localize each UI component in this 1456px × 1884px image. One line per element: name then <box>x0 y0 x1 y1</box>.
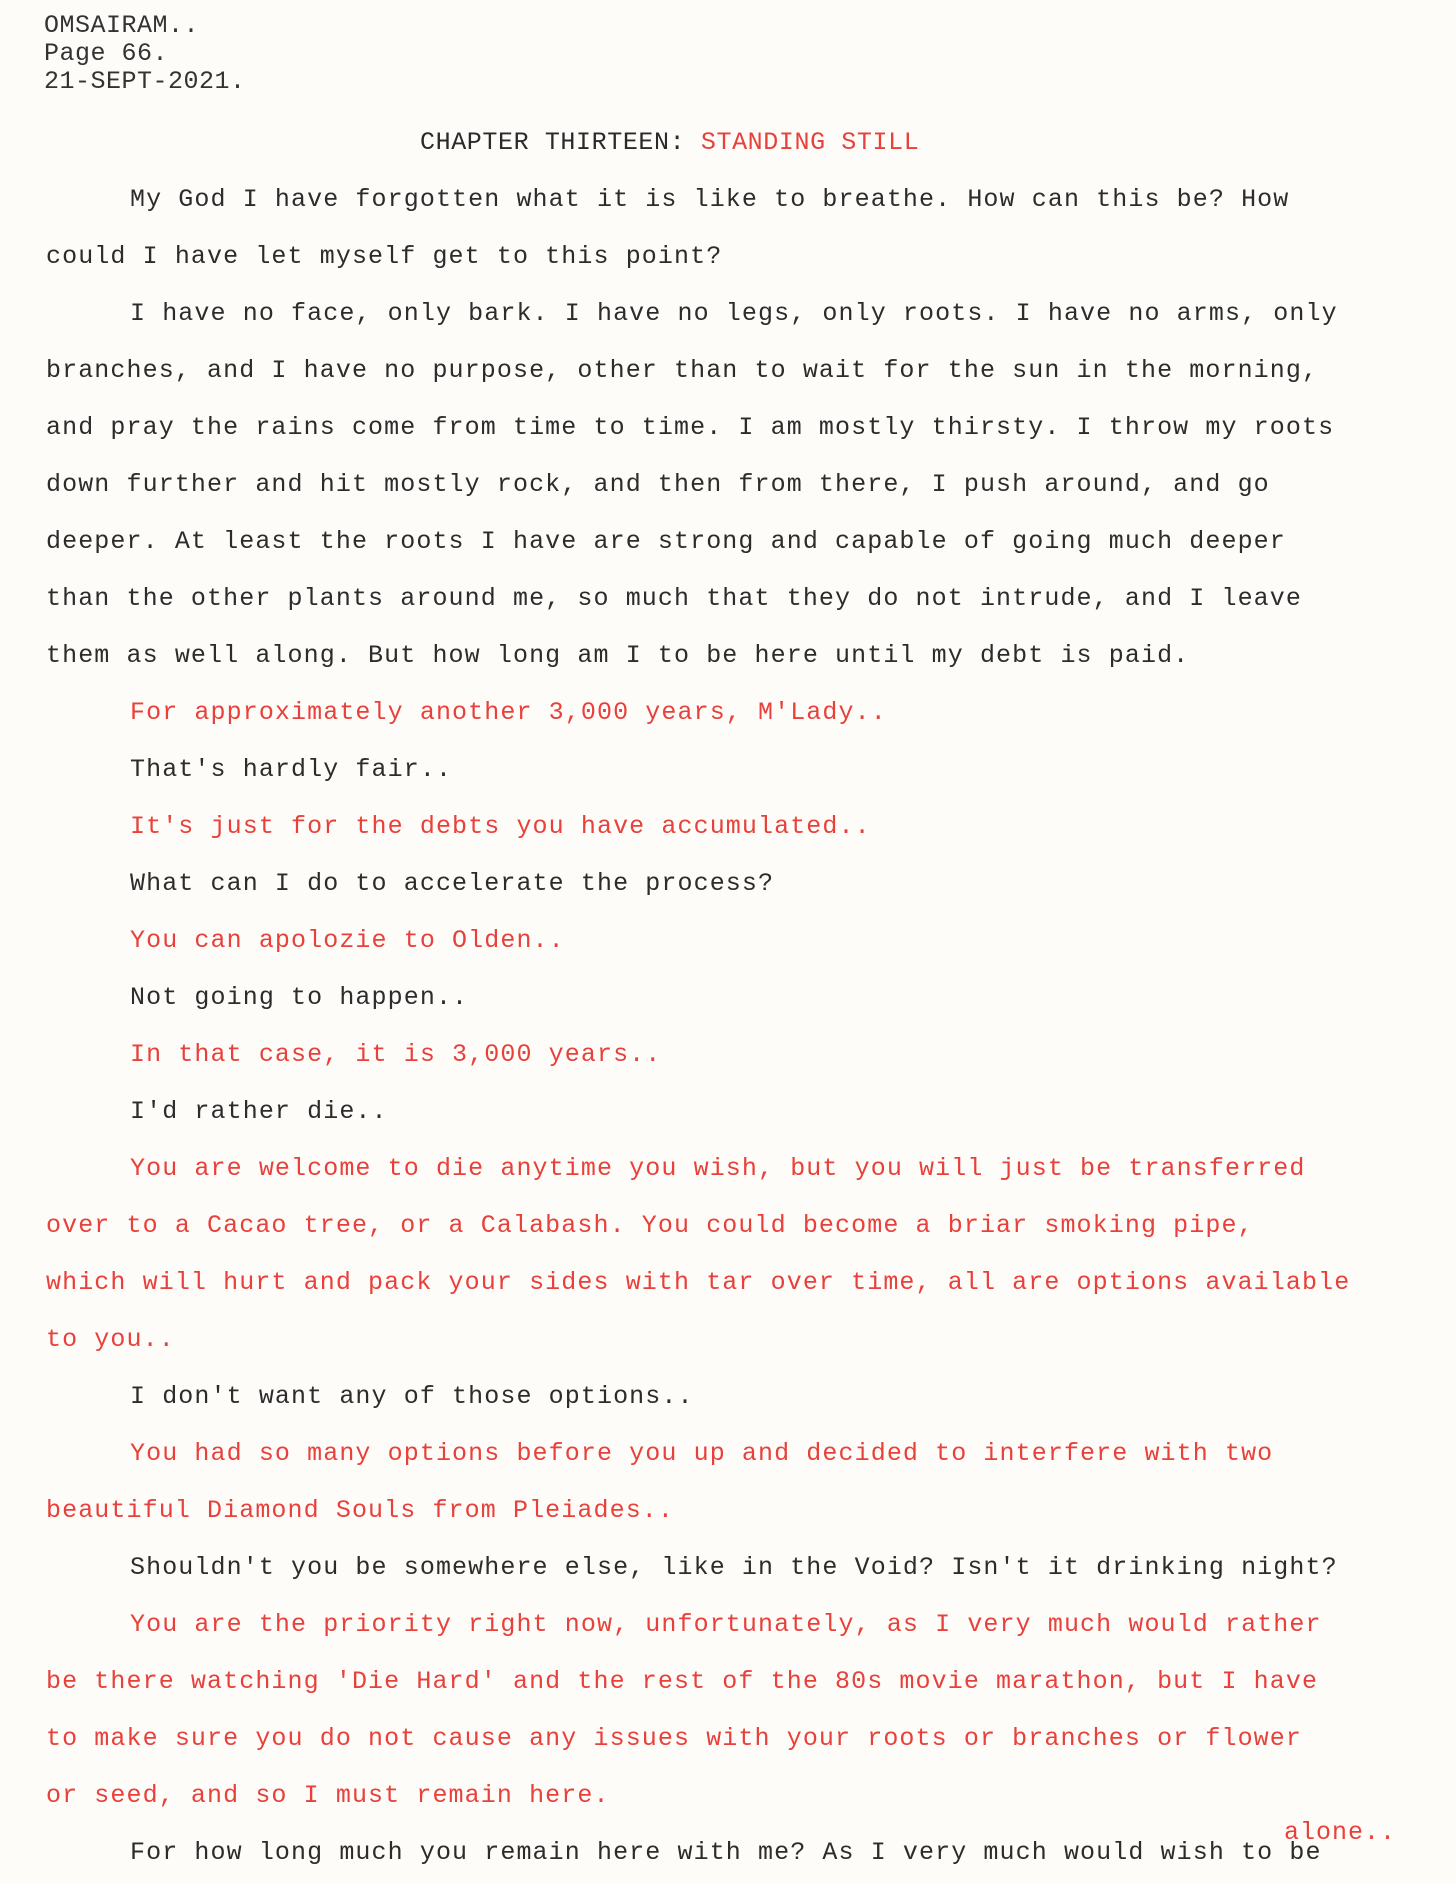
text-line: I'd rather die.. <box>130 1097 388 1126</box>
text-line: You can apolozie to Olden.. <box>130 926 565 955</box>
text-line: be there watching 'Die Hard' and the rest of the 80s movie marathon, but I have <box>46 1667 1319 1696</box>
chapter-title: STANDING STILL <box>700 128 920 157</box>
text-line: which will hurt and pack your sides with tar over time, all are options available <box>46 1268 1351 1297</box>
text-line: to you.. <box>46 1325 175 1354</box>
chapter-prefix: CHAPTER THIRTEEN: <box>420 128 686 157</box>
text-line: Shouldn't you be somewhere else, like in the Void? Isn't it drinking night? <box>130 1553 1338 1582</box>
text-line: What can I do to accelerate the process? <box>130 869 775 898</box>
text-line: than the other plants around me, so much that they do not intrude, and I leave <box>46 584 1302 613</box>
margin-note: alone.. <box>1284 1818 1397 1847</box>
text-line: deeper. At least the roots I have are strong and capable of going much deeper <box>46 527 1286 556</box>
text-line: could I have let myself get to this point? <box>46 242 723 271</box>
text-line: It's just for the debts you have accumulated.. <box>130 812 871 841</box>
text-line: them as well along. But how long am I to be here until my debt is paid. <box>46 641 1190 670</box>
text-line: over to a Cacao tree, or a Calabash. You could become a briar smoking pipe, <box>46 1211 1254 1240</box>
text-line: branches, and I have no purpose, other than to wait for the sun in the morning, <box>46 356 1319 385</box>
text-line: You had so many options before you up and decided to interfere with two <box>130 1439 1274 1468</box>
chapter-heading <box>420 128 919 157</box>
text-line: That's hardly fair.. <box>130 755 453 784</box>
text-line: In that case, it is 3,000 years.. <box>130 1040 662 1069</box>
text-line: You are welcome to die anytime you wish, but you will just be transferred <box>130 1154 1306 1183</box>
text-line: beautiful Diamond Souls from Pleiades.. <box>46 1496 674 1525</box>
text-line: For how long much you remain here with me? As I very much would wish to be <box>130 1838 1322 1867</box>
header-page-number: Page 66. <box>44 39 169 68</box>
text-line: For approximately another 3,000 years, M'Lady.. <box>130 698 887 727</box>
text-line: down further and hit mostly rock, and then from there, I push around, and go <box>46 470 1270 499</box>
header-date: 21-SEPT-2021. <box>44 67 246 96</box>
text-line: My God I have forgotten what it is like to breathe. How can this be? How <box>130 185 1290 214</box>
text-line: You are the priority right now, unfortunately, as I very much would rather <box>130 1610 1322 1639</box>
text-line: or seed, and so I must remain here. <box>46 1781 610 1810</box>
text-line: I don't want any of those options.. <box>130 1382 694 1411</box>
text-line: and pray the rains come from time to time. I am mostly thirsty. I throw my roots <box>46 413 1335 442</box>
text-line: I have no face, only bark. I have no legs, only roots. I have no arms, only <box>130 299 1338 328</box>
header-om-sai-ram: OMSAIRAM.. <box>44 11 200 40</box>
text-line: to make sure you do not cause any issues with your roots or branches or flower <box>46 1724 1302 1753</box>
text-line: Not going to happen.. <box>130 983 469 1012</box>
